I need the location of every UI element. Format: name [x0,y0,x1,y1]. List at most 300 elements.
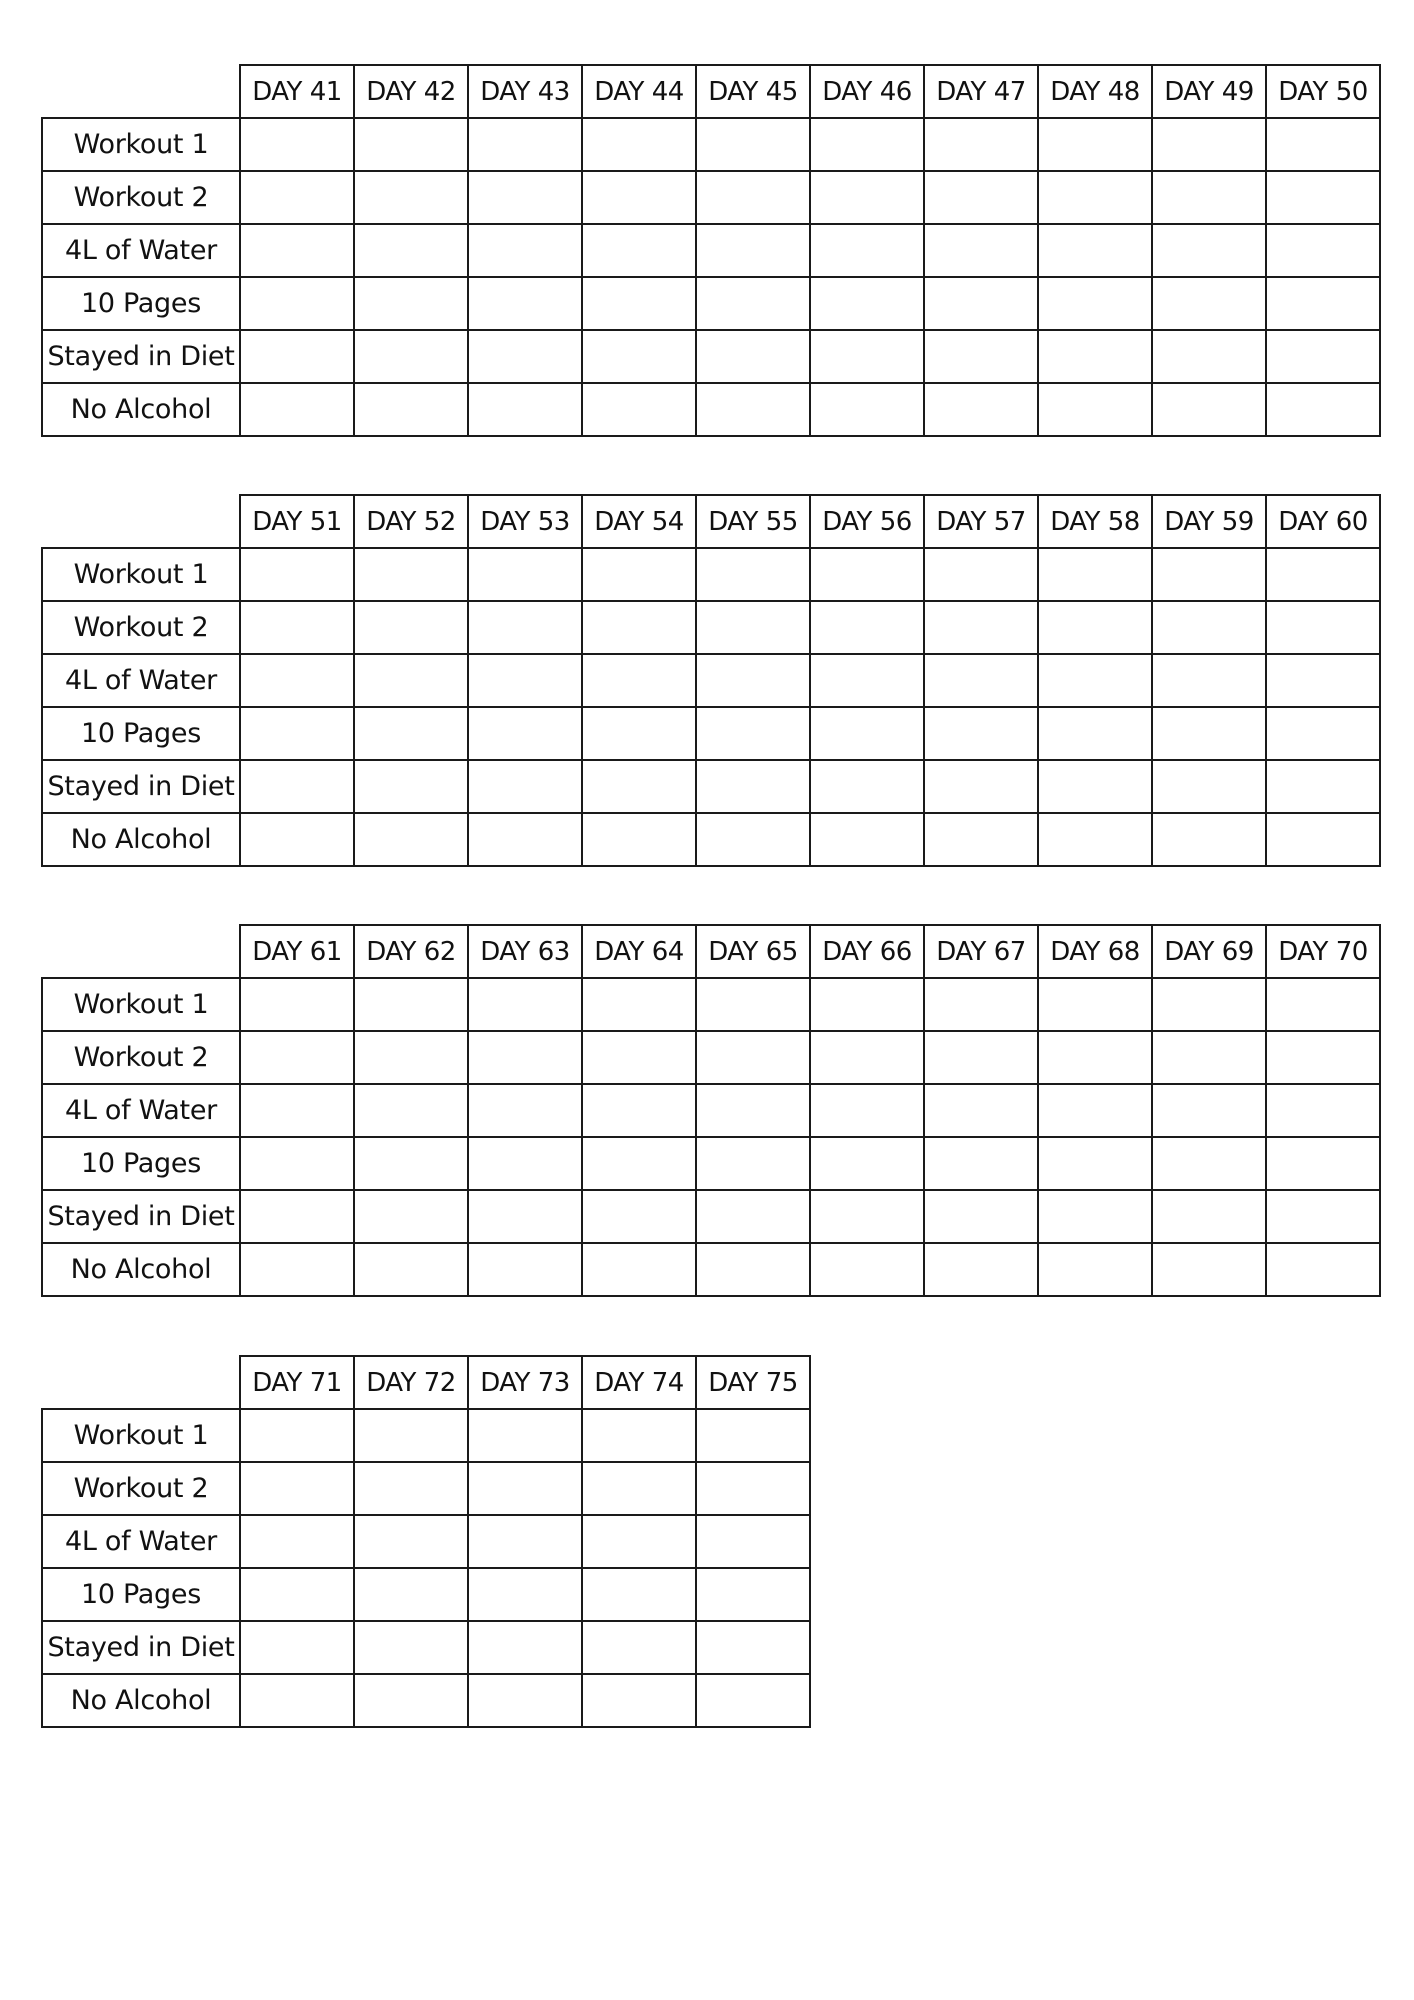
day-header: DAY 55 [696,495,810,548]
check-cell[interactable] [924,224,1038,277]
check-cell[interactable] [1152,601,1266,654]
check-cell[interactable] [582,1462,696,1515]
check-cell[interactable] [1038,1190,1152,1243]
check-cell[interactable] [468,330,582,383]
check-cell[interactable] [354,118,468,171]
check-cell[interactable] [696,171,810,224]
day-header-row [42,495,1380,548]
check-cell[interactable] [696,1568,810,1621]
check-cell[interactable] [354,1568,468,1621]
check-cell[interactable] [1152,760,1266,813]
check-cell[interactable] [468,277,582,330]
check-cell[interactable] [240,707,354,760]
habit-row [42,548,1380,601]
check-cell[interactable] [1266,760,1380,813]
check-cell[interactable] [1038,118,1152,171]
day-header: DAY 68 [1038,925,1152,978]
check-cell[interactable] [582,1568,696,1621]
check-cell[interactable] [924,548,1038,601]
check-cell[interactable] [1038,383,1152,436]
check-cell[interactable] [582,978,696,1031]
check-cell[interactable] [240,1568,354,1621]
habit-row [42,813,1380,866]
check-cell[interactable] [582,383,696,436]
check-cell[interactable] [810,978,924,1031]
habit-label: Workout 1 [42,548,240,601]
habit-row [42,601,1380,654]
check-cell[interactable] [1038,1243,1152,1296]
check-cell[interactable] [1266,978,1380,1031]
check-cell[interactable] [582,1621,696,1674]
habit-label: Stayed in Diet [42,1190,240,1243]
check-cell[interactable] [240,1621,354,1674]
check-cell[interactable] [240,1674,354,1727]
check-cell[interactable] [1152,548,1266,601]
check-cell[interactable] [354,1462,468,1515]
day-header: DAY 57 [924,495,1038,548]
check-cell[interactable] [354,383,468,436]
check-cell[interactable] [240,118,354,171]
check-cell[interactable] [1266,383,1380,436]
header-corner-blank [42,925,240,978]
check-cell[interactable] [240,978,354,1031]
day-header: DAY 47 [924,65,1038,118]
day-header-row [42,65,1380,118]
check-cell[interactable] [1152,654,1266,707]
check-cell[interactable] [1152,277,1266,330]
check-cell[interactable] [1038,330,1152,383]
check-cell[interactable] [924,277,1038,330]
check-cell[interactable] [354,707,468,760]
check-cell[interactable] [696,1190,810,1243]
check-cell[interactable] [810,654,924,707]
check-cell[interactable] [582,1674,696,1727]
day-header: DAY 45 [696,65,810,118]
check-cell[interactable] [1152,1190,1266,1243]
check-cell[interactable] [240,760,354,813]
check-cell[interactable] [354,1409,468,1462]
check-cell[interactable] [1152,118,1266,171]
check-cell[interactable] [468,1674,582,1727]
check-cell[interactable] [468,1137,582,1190]
check-cell[interactable] [1266,171,1380,224]
check-cell[interactable] [1038,277,1152,330]
day-header: DAY 73 [468,1356,582,1409]
check-cell[interactable] [240,383,354,436]
habit-row [42,1621,810,1674]
check-cell[interactable] [1152,1137,1266,1190]
habit-row [42,1243,1380,1296]
header-corner-blank [42,495,240,548]
check-cell[interactable] [240,277,354,330]
check-cell[interactable] [696,1084,810,1137]
check-cell[interactable] [582,330,696,383]
check-cell[interactable] [924,978,1038,1031]
check-cell[interactable] [354,548,468,601]
check-cell[interactable] [810,1243,924,1296]
day-header: DAY 61 [240,925,354,978]
check-cell[interactable] [468,1243,582,1296]
check-cell[interactable] [1266,813,1380,866]
check-cell[interactable] [582,1409,696,1462]
check-cell[interactable] [1266,224,1380,277]
check-cell[interactable] [354,330,468,383]
check-cell[interactable] [810,330,924,383]
check-cell[interactable] [240,1084,354,1137]
day-header-row [42,925,1380,978]
check-cell[interactable] [696,1515,810,1568]
check-cell[interactable] [810,1137,924,1190]
check-cell[interactable] [1038,707,1152,760]
check-cell[interactable] [924,118,1038,171]
check-cell[interactable] [696,1674,810,1727]
day-header: DAY 50 [1266,65,1380,118]
check-cell[interactable] [582,1031,696,1084]
check-cell[interactable] [240,1409,354,1462]
check-cell[interactable] [1266,548,1380,601]
check-cell[interactable] [696,1621,810,1674]
check-cell[interactable] [582,548,696,601]
day-header: DAY 52 [354,495,468,548]
check-cell[interactable] [924,654,1038,707]
habit-row [42,1190,1380,1243]
habit-label: 10 Pages [42,1137,240,1190]
check-cell[interactable] [354,1515,468,1568]
day-header: DAY 46 [810,65,924,118]
check-cell[interactable] [696,707,810,760]
check-cell[interactable] [582,277,696,330]
check-cell[interactable] [1266,601,1380,654]
check-cell[interactable] [468,707,582,760]
check-cell[interactable] [468,1568,582,1621]
day-header: DAY 74 [582,1356,696,1409]
check-cell[interactable] [1038,1084,1152,1137]
check-cell[interactable] [582,1137,696,1190]
check-cell[interactable] [924,813,1038,866]
check-cell[interactable] [924,601,1038,654]
check-cell[interactable] [1152,383,1266,436]
day-header: DAY 44 [582,65,696,118]
day-header: DAY 48 [1038,65,1152,118]
check-cell[interactable] [1266,707,1380,760]
check-cell[interactable] [582,171,696,224]
check-cell[interactable] [924,383,1038,436]
check-cell[interactable] [810,813,924,866]
check-cell[interactable] [810,277,924,330]
day-header: DAY 70 [1266,925,1380,978]
check-cell[interactable] [240,1515,354,1568]
habit-row [42,224,1380,277]
check-cell[interactable] [696,224,810,277]
check-cell[interactable] [1152,813,1266,866]
habit-row [42,760,1380,813]
check-cell[interactable] [810,1031,924,1084]
check-cell[interactable] [354,277,468,330]
habit-row [42,1409,810,1462]
habit-label: 4L of Water [42,654,240,707]
check-cell[interactable] [1266,277,1380,330]
check-cell[interactable] [240,1190,354,1243]
check-cell[interactable] [1152,171,1266,224]
check-cell[interactable] [696,760,810,813]
check-cell[interactable] [354,1190,468,1243]
check-cell[interactable] [1038,760,1152,813]
check-cell[interactable] [924,760,1038,813]
habit-label: Workout 1 [42,978,240,1031]
habit-label: Workout 2 [42,1031,240,1084]
check-cell[interactable] [468,383,582,436]
check-cell[interactable] [1266,654,1380,707]
check-cell[interactable] [468,1621,582,1674]
check-cell[interactable] [1038,978,1152,1031]
check-cell[interactable] [810,1190,924,1243]
habit-row [42,1462,810,1515]
check-cell[interactable] [1152,1084,1266,1137]
habit-row [42,118,1380,171]
check-cell[interactable] [354,1031,468,1084]
check-cell[interactable] [1038,548,1152,601]
check-cell[interactable] [696,654,810,707]
check-cell[interactable] [240,224,354,277]
habit-row [42,1568,810,1621]
day-header: DAY 41 [240,65,354,118]
check-cell[interactable] [354,654,468,707]
check-cell[interactable] [810,224,924,277]
check-cell[interactable] [1266,1031,1380,1084]
check-cell[interactable] [582,1515,696,1568]
check-cell[interactable] [468,813,582,866]
check-cell[interactable] [240,330,354,383]
check-cell[interactable] [468,548,582,601]
habit-row [42,707,1380,760]
check-cell[interactable] [582,813,696,866]
check-cell[interactable] [240,1137,354,1190]
check-cell[interactable] [696,1137,810,1190]
check-cell[interactable] [924,1190,1038,1243]
check-cell[interactable] [354,813,468,866]
habit-tracker-table [41,64,1381,437]
day-header: DAY 42 [354,65,468,118]
check-cell[interactable] [468,978,582,1031]
check-cell[interactable] [240,813,354,866]
check-cell[interactable] [1038,171,1152,224]
habit-row [42,978,1380,1031]
habit-label: No Alcohol [42,1243,240,1296]
check-cell[interactable] [1152,1243,1266,1296]
check-cell[interactable] [354,1674,468,1727]
check-cell[interactable] [354,224,468,277]
check-cell[interactable] [810,707,924,760]
check-cell[interactable] [354,1137,468,1190]
check-cell[interactable] [468,601,582,654]
check-cell[interactable] [1038,601,1152,654]
check-cell[interactable] [240,1243,354,1296]
check-cell[interactable] [1266,1084,1380,1137]
tracker-table-block-3 [41,924,1381,1297]
day-header-row [42,1356,810,1409]
check-cell[interactable] [582,118,696,171]
day-header: DAY 59 [1152,495,1266,548]
habit-label: No Alcohol [42,1674,240,1727]
habit-row [42,1515,810,1568]
check-cell[interactable] [468,1462,582,1515]
check-cell[interactable] [582,760,696,813]
check-cell[interactable] [582,707,696,760]
habit-label: 4L of Water [42,224,240,277]
habit-label: Stayed in Diet [42,760,240,813]
check-cell[interactable] [468,1515,582,1568]
check-cell[interactable] [924,1137,1038,1190]
check-cell[interactable] [240,548,354,601]
day-header: DAY 60 [1266,495,1380,548]
check-cell[interactable] [1152,1031,1266,1084]
habit-label: 10 Pages [42,277,240,330]
habit-tracker-table [41,494,1381,867]
habit-label: No Alcohol [42,813,240,866]
day-header: DAY 63 [468,925,582,978]
check-cell[interactable] [582,1084,696,1137]
check-cell[interactable] [696,277,810,330]
check-cell[interactable] [1266,330,1380,383]
check-cell[interactable] [1266,1243,1380,1296]
check-cell[interactable] [696,601,810,654]
habit-label: 4L of Water [42,1084,240,1137]
habit-label: No Alcohol [42,383,240,436]
check-cell[interactable] [1266,1190,1380,1243]
check-cell[interactable] [810,118,924,171]
day-header: DAY 49 [1152,65,1266,118]
check-cell[interactable] [354,760,468,813]
day-header: DAY 65 [696,925,810,978]
habit-tracker-table [41,924,1381,1297]
check-cell[interactable] [924,1243,1038,1296]
check-cell[interactable] [1038,1137,1152,1190]
tracker-table-block-1 [41,64,1381,437]
check-cell[interactable] [468,1031,582,1084]
check-cell[interactable] [468,1084,582,1137]
check-cell[interactable] [810,383,924,436]
check-cell[interactable] [1266,1137,1380,1190]
day-header: DAY 72 [354,1356,468,1409]
day-header: DAY 71 [240,1356,354,1409]
check-cell[interactable] [696,118,810,171]
header-corner-blank [42,65,240,118]
check-cell[interactable] [1038,1031,1152,1084]
tracker-table-block-4 [41,1355,811,1728]
check-cell[interactable] [810,601,924,654]
day-header: DAY 58 [1038,495,1152,548]
check-cell[interactable] [582,1243,696,1296]
day-header: DAY 64 [582,925,696,978]
check-cell[interactable] [468,1190,582,1243]
check-cell[interactable] [468,118,582,171]
check-cell[interactable] [1152,224,1266,277]
habit-row [42,330,1380,383]
check-cell[interactable] [240,1031,354,1084]
check-cell[interactable] [696,548,810,601]
check-cell[interactable] [354,978,468,1031]
check-cell[interactable] [696,1409,810,1462]
check-cell[interactable] [810,548,924,601]
habit-row [42,1137,1380,1190]
check-cell[interactable] [696,1243,810,1296]
day-header: DAY 56 [810,495,924,548]
check-cell[interactable] [582,654,696,707]
check-cell[interactable] [240,1462,354,1515]
check-cell[interactable] [354,601,468,654]
check-cell[interactable] [696,330,810,383]
day-header: DAY 75 [696,1356,810,1409]
check-cell[interactable] [240,654,354,707]
check-cell[interactable] [1038,224,1152,277]
check-cell[interactable] [468,654,582,707]
check-cell[interactable] [354,171,468,224]
check-cell[interactable] [1152,707,1266,760]
check-cell[interactable] [810,171,924,224]
check-cell[interactable] [1038,813,1152,866]
habit-label: Stayed in Diet [42,330,240,383]
check-cell[interactable] [354,1621,468,1674]
day-header: DAY 67 [924,925,1038,978]
check-cell[interactable] [582,601,696,654]
habit-label: Workout 2 [42,171,240,224]
habit-label: 10 Pages [42,1568,240,1621]
check-cell[interactable] [582,1190,696,1243]
check-cell[interactable] [924,1031,1038,1084]
check-cell[interactable] [696,1031,810,1084]
check-cell[interactable] [468,171,582,224]
habit-label: Workout 2 [42,601,240,654]
check-cell[interactable] [354,1084,468,1137]
habit-row [42,383,1380,436]
check-cell[interactable] [240,171,354,224]
check-cell[interactable] [1152,978,1266,1031]
check-cell[interactable] [924,171,1038,224]
habit-row [42,277,1380,330]
check-cell[interactable] [810,1084,924,1137]
habit-label: 4L of Water [42,1515,240,1568]
check-cell[interactable] [1152,330,1266,383]
check-cell[interactable] [696,1462,810,1515]
day-header: DAY 69 [1152,925,1266,978]
check-cell[interactable] [696,813,810,866]
day-header: DAY 43 [468,65,582,118]
habit-label: Workout 1 [42,1409,240,1462]
check-cell[interactable] [240,601,354,654]
check-cell[interactable] [582,224,696,277]
check-cell[interactable] [468,224,582,277]
check-cell[interactable] [924,1084,1038,1137]
check-cell[interactable] [468,1409,582,1462]
check-cell[interactable] [924,330,1038,383]
check-cell[interactable] [924,707,1038,760]
day-header: DAY 53 [468,495,582,548]
habit-label: Workout 2 [42,1462,240,1515]
check-cell[interactable] [696,383,810,436]
check-cell[interactable] [810,760,924,813]
check-cell[interactable] [696,978,810,1031]
check-cell[interactable] [1266,118,1380,171]
check-cell[interactable] [468,760,582,813]
habit-row [42,1031,1380,1084]
habit-tracker-table [41,1355,811,1728]
check-cell[interactable] [1038,654,1152,707]
habit-row [42,654,1380,707]
habit-label: Stayed in Diet [42,1621,240,1674]
habit-row [42,171,1380,224]
habit-row [42,1084,1380,1137]
check-cell[interactable] [354,1243,468,1296]
